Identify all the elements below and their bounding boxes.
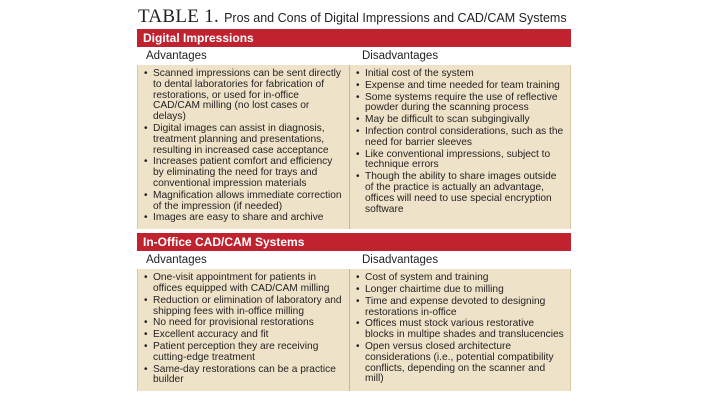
table-title	[137, 0, 571, 26]
list-item: • Excellent accuracy and fit	[144, 329, 269, 341]
list-item: • Cost of system and training	[356, 272, 489, 284]
disadvantages-column	[350, 65, 570, 229]
advantages-list	[144, 69, 343, 224]
list-item: • Same-day restorations can be a practice builder	[144, 363, 336, 386]
list-item: • Scanned impressions can be sent directly to dental laboratories for fabrication of restorations, or used for in-office CAD/CAM milling (no lost cases or delays)	[144, 68, 342, 123]
list-item: • No need for provisional restorations	[144, 317, 314, 329]
list-item: • Some systems require the use of reflective powder during the scanning process	[356, 91, 558, 114]
advantages-list	[144, 273, 343, 386]
list-item: • Longer chairtime due to milling	[356, 283, 504, 295]
list-item: • Open versus closed architecture considerations (i.e., potential compatibility conflicts, depending on the scanner and mill)	[356, 340, 554, 385]
disadvantages-header: Disadvantages	[362, 50, 439, 62]
disadvantages-list	[356, 69, 564, 215]
column-headers	[137, 47, 571, 65]
list-item: • Like conventional impressions, subject to technique errors	[356, 148, 551, 171]
list-item: • Images are easy to share and archive	[144, 212, 324, 224]
section-heading-digital-impressions: Digital Impressions	[137, 29, 571, 47]
list-item: • Expense and time needed for team training	[356, 79, 560, 91]
list-item: • Though the ability to share images outside of the practice is actually an advantage, offices will need to use special encryption software	[356, 171, 557, 215]
list-item: • Reduction or elimination of laboratory and shipping fees with in-office milling	[144, 294, 342, 317]
list-item: • Offices must stock various restorative blocks in multipe shades and translucencies	[356, 318, 564, 341]
disadvantages-list	[356, 273, 564, 385]
section-body-digital-impressions	[137, 65, 571, 229]
list-item: • May be difficult to scan subgingivally	[356, 114, 530, 126]
list-item: • Patient perception they are receiving cutting-edge treatment	[144, 340, 319, 363]
advantages-header: Advantages	[146, 254, 207, 267]
column-headers	[137, 251, 571, 269]
list-item: • Infection control considerations, such as the need for barrier sleeves	[356, 125, 564, 148]
list-item: • Magnification allows immediate correction of the impression (if needed)	[144, 189, 342, 212]
disadvantages-header: Disadvantages	[362, 254, 439, 267]
list-item: • Increases patient comfort and efficiency by eliminating the need for trays and conventional impression materials	[144, 156, 333, 189]
section-body-cad-cam	[137, 269, 571, 391]
list-item: • Time and expense devoted to designing restorations in-office	[356, 295, 546, 318]
advantages-column	[138, 269, 350, 391]
disadvantages-column	[350, 269, 570, 391]
table-number: TABLE 1.	[138, 6, 220, 27]
table-caption: Pros and Cons of Digital Impressions and CAD/CAM Systems	[224, 10, 567, 25]
section-heading-cad-cam: In-Office CAD/CAM Systems	[137, 233, 571, 251]
list-item: • Initial cost of the system	[356, 68, 474, 79]
advantages-column	[138, 65, 350, 229]
list-item: • Digital images can assist in diagnosis, treatment planning and presentations, resulting in increased case acceptance	[144, 122, 329, 156]
list-item: • One-visit appointment for patients in offices equipped with CAD/CAM milling	[144, 272, 330, 294]
advantages-header: Advantages	[146, 50, 207, 62]
pros-cons-table	[137, 0, 571, 391]
